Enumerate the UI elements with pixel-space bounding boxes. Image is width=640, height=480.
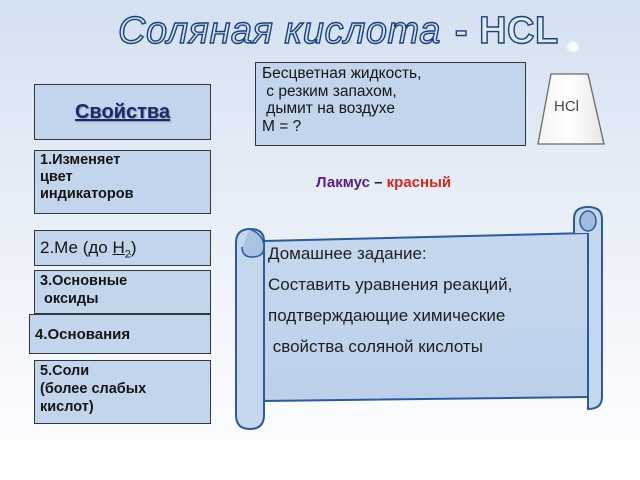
property-line: 5.Соли [40, 363, 90, 379]
description-line: М = ? [262, 117, 302, 135]
property-line: цвет [40, 169, 73, 185]
beaker-label: HCl [554, 98, 579, 115]
homework-line: Составить уравнения реакций, [268, 275, 513, 294]
litmus-dash: – [369, 174, 387, 191]
homework-line: Домашнее задание: [268, 244, 427, 263]
description-line: Бесцветная жидкость, [262, 65, 422, 82]
property-text: 2.Ме (до [40, 238, 113, 257]
property-item-indicators [34, 150, 211, 214]
property-line: кислот) [40, 399, 94, 415]
property-line: 1.Изменяет [40, 152, 121, 168]
homework-line: свойства соляной кислоты [268, 337, 483, 356]
property-text: ) [130, 238, 137, 257]
homework-text [268, 238, 598, 362]
litmus-note [316, 174, 451, 191]
property-line: индикаторов [40, 186, 134, 202]
beaker-icon [534, 36, 618, 148]
properties-header-label: Свойства [74, 100, 171, 123]
description-line: дымит на воздухе [262, 100, 395, 117]
property-item-bases: 4.Основания [29, 314, 211, 354]
page-title [118, 10, 559, 58]
homework-line: подтверждающие химические [268, 306, 506, 325]
property-line: 3.Основные [40, 273, 128, 289]
description-box [255, 62, 526, 146]
title-formula: - HCL [454, 10, 559, 52]
property-item-salts [34, 360, 211, 424]
property-item-metals [34, 230, 211, 266]
description-line: с резким запахом, [262, 82, 397, 100]
property-item-basic-oxides [34, 270, 211, 314]
litmus-color: красный [386, 174, 452, 191]
hydrogen-letter: Н [112, 238, 125, 257]
hydrogen-symbol [112, 238, 131, 261]
property-line: оксиды [40, 291, 99, 307]
property-line: (более слабых [40, 381, 147, 397]
properties-header [34, 84, 211, 140]
hydrogen-subscript: 2 [124, 248, 131, 261]
litmus-label: Лакмус [316, 174, 370, 191]
title-main: Соляная кислота [118, 10, 441, 52]
